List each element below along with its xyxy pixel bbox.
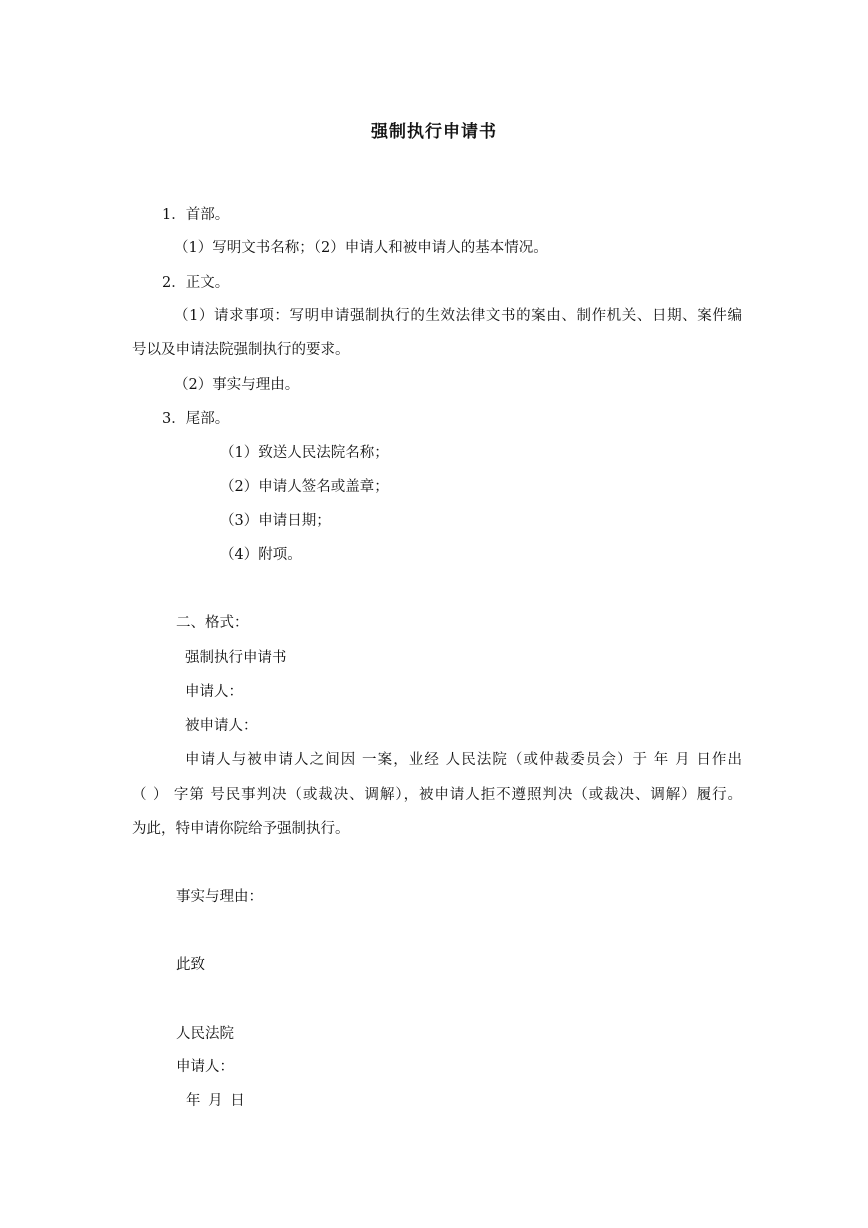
court-name: 人民法院 — [176, 1026, 234, 1042]
document-title: 强制执行申请书 — [371, 122, 497, 142]
footer-item: （1）致送人民法院名称； — [220, 445, 389, 461]
facts-label: 事实与理由： — [176, 889, 263, 905]
outline-heading-body: 2．正文。 — [162, 275, 230, 291]
footer-item: （3）申请日期； — [220, 513, 331, 529]
format-respondent-label: 被申请人： — [185, 718, 258, 734]
salutation: 此致 — [176, 957, 205, 973]
outline-body-item1-line1: （1）请求事项：写明申请强制执行的生效法律文书的案由、制作机关、日期、案件编 — [174, 308, 742, 324]
signature-applicant: 申请人： — [176, 1059, 234, 1075]
outline-heading-footer: 3．尾部。 — [162, 411, 230, 427]
format-paragraph-line1: 申请人与被申请人之间因 一案，业经 人民法院（或仲裁委员会）于 年 月 日作出 — [185, 752, 742, 768]
signature-date: 年 月 日 — [186, 1093, 245, 1109]
footer-item: （2）申请人签名或盖章； — [220, 479, 389, 495]
footer-item: （4）附项。 — [220, 547, 302, 563]
format-paragraph-line2: （ ） 字第 号民事判决（或裁决、调解），被申请人拒不遵照判决（或裁决、调解）履行。 — [132, 787, 742, 803]
format-paragraph-line3: 为此，特申请你院给予强制执行。 — [132, 821, 350, 837]
outline-heading-header: 1．首部。 — [162, 207, 230, 223]
outline-body-item2: （2）事实与理由。 — [174, 377, 300, 393]
format-doc-name: 强制执行申请书 — [185, 650, 287, 666]
outline-header-item: （1）写明文书名称；（2）申请人和被申请人的基本情况。 — [174, 240, 548, 256]
format-applicant-label: 申请人： — [185, 684, 243, 700]
outline-body-item1-line2: 号以及申请法院强制执行的要求。 — [132, 342, 350, 358]
format-heading: 二、格式： — [176, 615, 249, 631]
